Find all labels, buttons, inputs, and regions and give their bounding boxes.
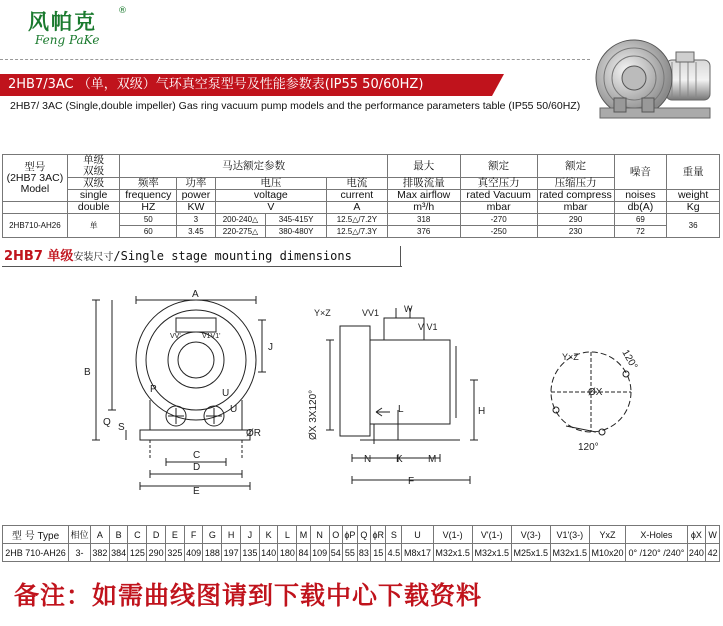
power-unit: KW <box>177 202 215 214</box>
dim-header-cell: V(1-) <box>433 526 472 544</box>
w-label: W <box>404 304 413 314</box>
phase-header: 相位 <box>69 526 91 544</box>
dim-f-label: F <box>408 476 415 487</box>
vacuum-cell: -250 <box>460 226 537 238</box>
section-underline <box>2 266 402 267</box>
section-hook <box>400 246 401 266</box>
dim-header-cell: S <box>386 526 402 544</box>
flange-labels <box>562 348 639 453</box>
angle-label-1: 120° <box>619 348 640 372</box>
dim-value-cell: M8x17 <box>402 544 433 562</box>
airflow-header-en: Max airflow <box>387 190 460 202</box>
compress-header-cn2: 压缩压力 <box>537 178 614 190</box>
model-cell: 2HB 710-AH26 <box>3 544 69 562</box>
side-view-labels <box>308 304 485 487</box>
voltage-delta-cell: 220-275△ <box>215 226 266 238</box>
dim-value-cell: M32x1.5 <box>472 544 511 562</box>
vacuum-header-cn2: 真空压力 <box>460 178 537 190</box>
dim-u-label: U <box>222 388 230 399</box>
logo-chinese: 风帕克 <box>28 9 97 34</box>
compress-header-en: rated compress <box>537 190 614 202</box>
dim-header-cell: F <box>184 526 203 544</box>
dim-n-label: N <box>364 454 372 465</box>
flange-yxz-label: Y×Z <box>562 352 579 362</box>
airflow-cell: 376 <box>387 226 460 238</box>
motor-header: 马达额定参数 <box>120 155 387 178</box>
noise-header-en: noises <box>614 190 667 202</box>
dim-header-cell: N <box>310 526 329 544</box>
dim-m-label: M <box>428 454 437 465</box>
dim-value-cell: 409 <box>184 544 203 562</box>
current-header-cn: 电流 <box>327 178 388 190</box>
dim-p-label: P <box>150 384 157 395</box>
section-title <box>4 246 352 266</box>
title-banner: 2HB7/3AC （单，双级）气环真空泵型号及性能参数表(IP55 50/60HZ) <box>0 74 492 96</box>
dim-value-cell: 54 <box>329 544 343 562</box>
power-cell: 3 <box>177 214 215 226</box>
compress-header-cn: 额定 <box>537 155 614 178</box>
vv-label: VV' <box>170 333 181 340</box>
dim-r-label: ØR <box>246 428 261 439</box>
table-row <box>3 214 720 226</box>
dim-header-cell: YxZ <box>589 526 625 544</box>
dim-header-cell: ϕR <box>371 526 386 544</box>
dim-value-cell: 382 <box>90 544 109 562</box>
dim-b-label: B <box>84 367 91 378</box>
dim-value-cell: 15 <box>371 544 386 562</box>
freq-cell: 60 <box>120 226 177 238</box>
voltage-y-cell: 345-415Y <box>266 214 327 226</box>
dim-header-cell: W <box>706 526 720 544</box>
dim-value-cell: M10x20 <box>589 544 625 562</box>
section-title-en: /Single stage mounting dimensions <box>113 249 352 263</box>
dim-header-cell: ϕX <box>687 526 706 544</box>
dim-header-cell: J <box>240 526 259 544</box>
dim-s-label: S <box>118 422 125 433</box>
x3-label: ØX 3X120° <box>308 389 319 440</box>
weight-unit: Kg <box>667 202 720 214</box>
dim-value-cell: 83 <box>357 544 371 562</box>
type-header: 型 号 Type <box>3 526 69 544</box>
stage-header-cn: 单级 双级 <box>67 155 120 178</box>
dim-value-cell: 0° /120° /240° <box>626 544 687 562</box>
dim-header-cell: U <box>402 526 433 544</box>
vacuum-header-en: rated Vacuum <box>460 190 537 202</box>
dim-header-cell: V(3-) <box>511 526 550 544</box>
dim-header-cell: D <box>147 526 166 544</box>
vacuum-cell: -270 <box>460 214 537 226</box>
mounting-drawing <box>0 268 723 523</box>
noise-cell: 72 <box>614 226 667 238</box>
voltage-header-en: voltage <box>215 190 326 202</box>
dim-j-label: J <box>268 342 273 353</box>
weight-header-en: weight <box>667 190 720 202</box>
dim-header-cell: M <box>297 526 311 544</box>
airflow-cell: 318 <box>387 214 460 226</box>
logo-english: Feng PaKe <box>35 33 100 47</box>
dim-value-cell: 188 <box>203 544 222 562</box>
dim-u2-label: U <box>230 404 238 415</box>
model-cell: 2HB710-AH26 <box>3 214 68 238</box>
v1v1-label: V1V1' <box>202 333 221 340</box>
dim-value-cell: 135 <box>240 544 259 562</box>
v-label: V V1 <box>418 322 438 332</box>
pump-photo <box>592 22 720 134</box>
banner-tail <box>492 74 504 96</box>
dim-l-label: L <box>398 404 404 415</box>
dim-e-label: E <box>193 486 200 497</box>
dim-header-cell: ϕP <box>343 526 358 544</box>
weight-header-cn: 重量 <box>667 155 720 190</box>
airflow-header-cn: 最大 <box>387 155 460 178</box>
dim-value-cell: M32x1.5 <box>550 544 589 562</box>
dim-header-cell: L <box>278 526 297 544</box>
dim-value-cell: 4.5 <box>386 544 402 562</box>
dim-q-label: Q <box>103 417 111 428</box>
yxz-label: Y×Z <box>314 308 331 318</box>
voltage-header-cn: 电压 <box>215 178 326 190</box>
dim-value-cell: 197 <box>222 544 241 562</box>
stage-header-cn2: 双级 <box>67 178 120 190</box>
front-view <box>92 296 266 490</box>
noise-cell: 69 <box>614 214 667 226</box>
dim-value-cell: 125 <box>128 544 147 562</box>
compress-unit: mbar <box>537 202 614 214</box>
voltage-unit: V <box>215 202 326 214</box>
model-header: 型号 (2HB7 3AC) Model <box>3 155 68 202</box>
stage-cell: 单 <box>67 214 120 238</box>
noise-unit: db(A) <box>614 202 667 214</box>
current-unit: A <box>327 202 388 214</box>
freq-header-cn: 频率 <box>120 178 177 190</box>
dimension-table <box>2 525 720 562</box>
dim-k-label: K <box>396 454 403 465</box>
dim-value-cell: 240 <box>687 544 706 562</box>
power-header-cn: 功率 <box>177 178 215 190</box>
freq-cell: 50 <box>120 214 177 226</box>
flange-x-label: ØX <box>588 387 603 398</box>
power-cell: 3.45 <box>177 226 215 238</box>
current-cell: 12.5△/7.3Y <box>327 226 388 238</box>
airflow-header-cn2: 排吸流量 <box>387 178 460 190</box>
dim-header-cell: X-Holes <box>626 526 687 544</box>
freq-unit: HZ <box>120 202 177 214</box>
dim-header-cell: B <box>109 526 128 544</box>
performance-table <box>2 154 720 238</box>
title-english: 2HB7/ 3AC (Single,double impeller) Gas ring vacuum pump models and the performance parameters table (IP55 50/60HZ) <box>10 100 581 112</box>
dim-value-cell: 84 <box>297 544 311 562</box>
section-title-small: 安装尺寸 <box>73 252 114 263</box>
dim-value-cell: 290 <box>147 544 166 562</box>
vv1-label: VV1 <box>362 308 380 318</box>
dim-header-cell: O <box>329 526 343 544</box>
current-header-en: current <box>327 190 388 202</box>
dim-value-cell: M32x1.5 <box>433 544 472 562</box>
dim-value-cell: 42 <box>706 544 720 562</box>
freq-header-en: frequency <box>120 190 177 202</box>
dim-value-cell: M25x1.5 <box>511 544 550 562</box>
section-title-cn: 2HB7 单级 <box>4 249 74 264</box>
phase-cell: 3- <box>69 544 91 562</box>
compress-cell: 230 <box>537 226 614 238</box>
dim-value-cell: 109 <box>310 544 329 562</box>
dim-header-cell: K <box>259 526 278 544</box>
current-cell: 12.5△/7.2Y <box>327 214 388 226</box>
dim-c-label: C <box>193 450 201 461</box>
stage-header-en2: double <box>67 202 120 214</box>
dim-header-cell: G <box>203 526 222 544</box>
dim-header-cell: Q <box>357 526 371 544</box>
dim-d-label: D <box>193 462 201 473</box>
weight-cell: 36 <box>667 214 720 238</box>
power-header-en: power <box>177 190 215 202</box>
dim-h-label: H <box>478 406 486 417</box>
dim-value-cell: 180 <box>278 544 297 562</box>
dim-value-cell: 384 <box>109 544 128 562</box>
stage-header-en: single <box>67 190 120 202</box>
dim-a-label: A <box>192 289 199 300</box>
header-divider <box>0 59 590 60</box>
dim-value-cell: 55 <box>343 544 358 562</box>
dim-header-cell: A <box>90 526 109 544</box>
model-unit-blank <box>3 202 68 214</box>
dim-header-cell: V'(1-) <box>472 526 511 544</box>
voltage-y-cell: 380-480Y <box>266 226 327 238</box>
dim-value-cell: 140 <box>259 544 278 562</box>
dim-header-cell: V1'(3-) <box>550 526 589 544</box>
dim-header-cell: H <box>222 526 241 544</box>
voltage-delta-cell: 200-240△ <box>215 214 266 226</box>
noise-header-cn: 噪音 <box>614 155 667 190</box>
table-row <box>3 544 720 562</box>
download-note: 备注：如需曲线图请到下载中心下载资料 <box>14 581 483 610</box>
registered-mark: ® <box>118 6 127 16</box>
vacuum-unit: mbar <box>460 202 537 214</box>
dim-header-cell: C <box>128 526 147 544</box>
dim-header-cell: E <box>165 526 184 544</box>
angle-label-2: 120° <box>578 442 599 453</box>
vacuum-header-cn: 额定 <box>460 155 537 178</box>
dim-value-cell: 325 <box>165 544 184 562</box>
airflow-unit: m³/h <box>387 202 460 214</box>
compress-cell: 290 <box>537 214 614 226</box>
